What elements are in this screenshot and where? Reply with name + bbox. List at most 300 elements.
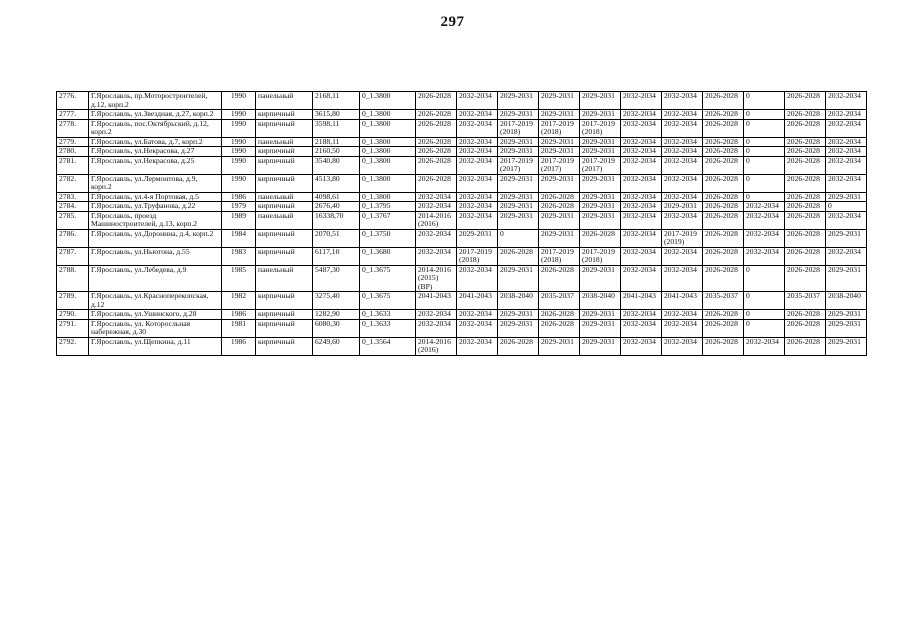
term-col-5-cell: 2029-2031 (580, 137, 621, 147)
term-col-2-cell: 2032-2034 (457, 137, 498, 147)
address-cell: Г.Ярославль, ул.Труфанова, д.22 (89, 202, 222, 212)
term-col-6-cell: 2032-2034 (621, 337, 662, 355)
wall-material-cell: кирпичный (256, 337, 313, 355)
term-col-1-cell: 2032-2034 (416, 319, 457, 337)
year-built-cell: 1990 (222, 137, 256, 147)
term-col-10-cell: 2026-2028 (785, 137, 826, 147)
address-cell: Г.Ярославль, ул.Щепкина, д.11 (89, 337, 222, 355)
row-number-cell: 2786. (57, 229, 89, 247)
priority-code-cell: 0_1.3750 (360, 229, 416, 247)
wall-material-cell: панельный (256, 92, 313, 110)
term-col-8-cell: 2026-2028 (703, 211, 744, 229)
term-col-10-cell: 2026-2028 (785, 119, 826, 137)
term-col-3-cell: 2017-2019 (2018) (498, 119, 539, 137)
term-col-2-cell: 2032-2034 (457, 110, 498, 120)
term-col-6-cell: 2032-2034 (621, 110, 662, 120)
term-col-2-cell: 2032-2034 (457, 156, 498, 174)
term-col-11-cell: 2029-2031 (826, 229, 867, 247)
term-col-7-cell: 2041-2043 (662, 292, 703, 310)
term-col-10-cell: 2026-2028 (785, 337, 826, 355)
table-row (57, 211, 867, 229)
year-built-cell: 1985 (222, 265, 256, 292)
address-cell: Г.Ярославль, ул.4-я Портовая, д.5 (89, 192, 222, 202)
total-area-cell: 4098,61 (313, 192, 360, 202)
term-col-8-cell: 2026-2028 (703, 229, 744, 247)
total-area-cell: 3615,80 (313, 110, 360, 120)
term-col-6-cell: 2032-2034 (621, 247, 662, 265)
term-col-3-cell: 2026-2028 (498, 247, 539, 265)
term-col-4-cell: 2035-2037 (539, 292, 580, 310)
address-cell: Г.Ярославль, ул. Которосльная набережная, д.30 (89, 319, 222, 337)
row-number-cell: 2779. (57, 137, 89, 147)
priority-code-cell: 0_1.3800 (360, 147, 416, 157)
year-built-cell: 1986 (222, 337, 256, 355)
term-col-1-cell: 2026-2028 (416, 147, 457, 157)
wall-material-cell: кирпичный (256, 147, 313, 157)
term-col-8-cell: 2026-2028 (703, 202, 744, 212)
term-col-9-cell: 0 (744, 156, 785, 174)
term-col-8-cell: 2026-2028 (703, 247, 744, 265)
term-col-1-cell: 2014-2016 (2016) (416, 337, 457, 355)
term-col-4-cell: 2029-2031 (539, 110, 580, 120)
term-col-3-cell: 2029-2031 (498, 319, 539, 337)
term-col-6-cell: 2032-2034 (621, 137, 662, 147)
wall-material-cell: панельный (256, 192, 313, 202)
term-col-11-cell: 2032-2034 (826, 156, 867, 174)
term-col-10-cell: 2026-2028 (785, 265, 826, 292)
table-row (57, 247, 867, 265)
term-col-3-cell: 2029-2031 (498, 174, 539, 192)
term-col-1-cell: 2026-2028 (416, 137, 457, 147)
housing-register-table (56, 91, 867, 356)
address-cell: Г.Ярославль, ул.Ньютона, д.55 (89, 247, 222, 265)
total-area-cell: 2160,50 (313, 147, 360, 157)
term-col-5-cell: 2029-2031 (580, 92, 621, 110)
term-col-11-cell: 2029-2031 (826, 265, 867, 292)
priority-code-cell: 0_1.3800 (360, 92, 416, 110)
term-col-11-cell: 2032-2034 (826, 174, 867, 192)
row-number-cell: 2777. (57, 110, 89, 120)
priority-code-cell: 0_1.3633 (360, 310, 416, 320)
term-col-4-cell: 2026-2028 (539, 192, 580, 202)
term-col-11-cell: 2032-2034 (826, 119, 867, 137)
term-col-10-cell: 2026-2028 (785, 211, 826, 229)
priority-code-cell: 0_1.3680 (360, 247, 416, 265)
table-row (57, 310, 867, 320)
term-col-11-cell: 2029-2031 (826, 319, 867, 337)
term-col-7-cell: 2032-2034 (662, 110, 703, 120)
term-col-8-cell: 2026-2028 (703, 174, 744, 192)
wall-material-cell: кирпичный (256, 202, 313, 212)
term-col-1-cell: 2014-2016 (2016) (416, 211, 457, 229)
term-col-1-cell: 2026-2028 (416, 110, 457, 120)
address-cell: Г.Ярославль, ул.Некрасова, д.27 (89, 147, 222, 157)
row-number-cell: 2792. (57, 337, 89, 355)
term-col-8-cell: 2026-2028 (703, 147, 744, 157)
wall-material-cell: панельный (256, 137, 313, 147)
term-col-8-cell: 2026-2028 (703, 92, 744, 110)
term-col-3-cell: 2029-2031 (498, 265, 539, 292)
total-area-cell: 3540,80 (313, 156, 360, 174)
year-built-cell: 1989 (222, 211, 256, 229)
term-col-4-cell: 2029-2031 (539, 211, 580, 229)
term-col-1-cell: 2026-2028 (416, 174, 457, 192)
term-col-7-cell: 2017-2019 (2019) (662, 229, 703, 247)
term-col-7-cell: 2032-2034 (662, 337, 703, 355)
term-col-4-cell: 2017-2019 (2018) (539, 247, 580, 265)
term-col-5-cell: 2017-2019 (2018) (580, 247, 621, 265)
term-col-7-cell: 2032-2034 (662, 92, 703, 110)
row-number-cell: 2780. (57, 147, 89, 157)
term-col-2-cell: 2029-2031 (457, 229, 498, 247)
total-area-cell: 6117,10 (313, 247, 360, 265)
term-col-2-cell: 2032-2034 (457, 147, 498, 157)
address-cell: Г.Ярославль, пр.Моторостроителей, д.12, корп.2 (89, 92, 222, 110)
term-col-7-cell: 2032-2034 (662, 319, 703, 337)
term-col-3-cell: 2029-2031 (498, 147, 539, 157)
term-col-6-cell: 2032-2034 (621, 92, 662, 110)
total-area-cell: 3598,11 (313, 119, 360, 137)
term-col-4-cell: 2026-2028 (539, 319, 580, 337)
wall-material-cell: кирпичный (256, 229, 313, 247)
term-col-9-cell: 0 (744, 319, 785, 337)
term-col-4-cell: 2029-2031 (539, 137, 580, 147)
term-col-6-cell: 2032-2034 (621, 229, 662, 247)
term-col-6-cell: 2032-2034 (621, 192, 662, 202)
term-col-2-cell: 2032-2034 (457, 310, 498, 320)
total-area-cell: 2168,11 (313, 92, 360, 110)
term-col-4-cell: 2029-2031 (539, 147, 580, 157)
term-col-11-cell: 2029-2031 (826, 192, 867, 202)
priority-code-cell: 0_1.3633 (360, 319, 416, 337)
term-col-4-cell: 2026-2028 (539, 265, 580, 292)
term-col-3-cell: 2029-2031 (498, 211, 539, 229)
wall-material-cell: кирпичный (256, 110, 313, 120)
term-col-11-cell: 2029-2031 (826, 310, 867, 320)
priority-code-cell: 0_1.3800 (360, 119, 416, 137)
term-col-7-cell: 2032-2034 (662, 192, 703, 202)
term-col-2-cell: 2032-2034 (457, 119, 498, 137)
wall-material-cell: кирпичный (256, 247, 313, 265)
term-col-1-cell: 2026-2028 (416, 156, 457, 174)
address-cell: Г.Ярославль, ул.Некрасова, д.25 (89, 156, 222, 174)
term-col-4-cell: 2029-2031 (539, 174, 580, 192)
term-col-1-cell: 2014-2016 (2015) (ВР) (416, 265, 457, 292)
table-row (57, 337, 867, 355)
term-col-11-cell: 0 (826, 202, 867, 212)
term-col-5-cell: 2038-2040 (580, 292, 621, 310)
term-col-5-cell: 2029-2031 (580, 147, 621, 157)
term-col-10-cell: 2026-2028 (785, 192, 826, 202)
term-col-5-cell: 2029-2031 (580, 211, 621, 229)
term-col-8-cell: 2026-2028 (703, 137, 744, 147)
term-col-2-cell: 2032-2034 (457, 211, 498, 229)
term-col-4-cell: 2017-2019 (2018) (539, 119, 580, 137)
term-col-3-cell: 2029-2031 (498, 92, 539, 110)
row-number-cell: 2784. (57, 202, 89, 212)
wall-material-cell: кирпичный (256, 292, 313, 310)
term-col-9-cell: 0 (744, 147, 785, 157)
term-col-9-cell: 2032-2034 (744, 202, 785, 212)
term-col-8-cell: 2026-2028 (703, 319, 744, 337)
total-area-cell: 2676,40 (313, 202, 360, 212)
term-col-11-cell: 2032-2034 (826, 147, 867, 157)
wall-material-cell: панельный (256, 211, 313, 229)
term-col-11-cell: 2032-2034 (826, 92, 867, 110)
year-built-cell: 1984 (222, 229, 256, 247)
priority-code-cell: 0_1.3800 (360, 110, 416, 120)
year-built-cell: 1983 (222, 247, 256, 265)
term-col-7-cell: 2032-2034 (662, 137, 703, 147)
year-built-cell: 1982 (222, 292, 256, 310)
row-number-cell: 2776. (57, 92, 89, 110)
table-row (57, 292, 867, 310)
term-col-10-cell: 2035-2037 (785, 292, 826, 310)
total-area-cell: 2070,51 (313, 229, 360, 247)
term-col-7-cell: 2032-2034 (662, 119, 703, 137)
table-row (57, 156, 867, 174)
term-col-3-cell: 2029-2031 (498, 192, 539, 202)
term-col-1-cell: 2026-2028 (416, 119, 457, 137)
term-col-9-cell: 0 (744, 292, 785, 310)
table-row (57, 137, 867, 147)
term-col-3-cell: 2038-2040 (498, 292, 539, 310)
term-col-9-cell: 0 (744, 119, 785, 137)
term-col-10-cell: 2026-2028 (785, 202, 826, 212)
table-row (57, 265, 867, 292)
term-col-6-cell: 2032-2034 (621, 319, 662, 337)
term-col-9-cell: 2032-2034 (744, 211, 785, 229)
row-number-cell: 2790. (57, 310, 89, 320)
wall-material-cell: кирпичный (256, 319, 313, 337)
term-col-11-cell: 2032-2034 (826, 110, 867, 120)
total-area-cell: 4513,80 (313, 174, 360, 192)
term-col-10-cell: 2026-2028 (785, 147, 826, 157)
year-built-cell: 1981 (222, 319, 256, 337)
year-built-cell: 1990 (222, 119, 256, 137)
priority-code-cell: 0_1.3800 (360, 192, 416, 202)
address-cell: Г.Ярославль, ул.Доронина, д.4, корп.2 (89, 229, 222, 247)
term-col-5-cell: 2029-2031 (580, 310, 621, 320)
wall-material-cell: кирпичный (256, 119, 313, 137)
year-built-cell: 1990 (222, 110, 256, 120)
term-col-1-cell: 2032-2034 (416, 247, 457, 265)
term-col-6-cell: 2032-2034 (621, 211, 662, 229)
term-col-8-cell: 2026-2028 (703, 265, 744, 292)
term-col-4-cell: 2029-2031 (539, 337, 580, 355)
term-col-6-cell: 2032-2034 (621, 310, 662, 320)
term-col-7-cell: 2032-2034 (662, 247, 703, 265)
term-col-10-cell: 2026-2028 (785, 310, 826, 320)
table-row (57, 92, 867, 110)
row-number-cell: 2781. (57, 156, 89, 174)
term-col-8-cell: 2026-2028 (703, 110, 744, 120)
term-col-10-cell: 2026-2028 (785, 319, 826, 337)
table-row (57, 147, 867, 157)
address-cell: Г.Ярославль, проезд Машиностроителей, д.13, корп.2 (89, 211, 222, 229)
term-col-6-cell: 2032-2034 (621, 174, 662, 192)
term-col-5-cell: 2029-2031 (580, 192, 621, 202)
priority-code-cell: 0_1.3767 (360, 211, 416, 229)
term-col-11-cell: 2032-2034 (826, 247, 867, 265)
priority-code-cell: 0_1.3800 (360, 156, 416, 174)
term-col-5-cell: 2026-2028 (580, 229, 621, 247)
term-col-10-cell: 2026-2028 (785, 174, 826, 192)
wall-material-cell: панельный (256, 265, 313, 292)
term-col-10-cell: 2026-2028 (785, 92, 826, 110)
term-col-6-cell: 2032-2034 (621, 202, 662, 212)
row-number-cell: 2788. (57, 265, 89, 292)
priority-code-cell: 0_1.3800 (360, 137, 416, 147)
term-col-7-cell: 2032-2034 (662, 147, 703, 157)
term-col-5-cell: 2029-2031 (580, 319, 621, 337)
term-col-10-cell: 2026-2028 (785, 247, 826, 265)
term-col-2-cell: 2032-2034 (457, 319, 498, 337)
term-col-8-cell: 2026-2028 (703, 156, 744, 174)
term-col-11-cell: 2038-2040 (826, 292, 867, 310)
term-col-4-cell: 2017-2019 (2017) (539, 156, 580, 174)
term-col-2-cell: 2032-2034 (457, 192, 498, 202)
table-row (57, 319, 867, 337)
term-col-2-cell: 2032-2034 (457, 202, 498, 212)
row-number-cell: 2787. (57, 247, 89, 265)
term-col-6-cell: 2032-2034 (621, 156, 662, 174)
term-col-9-cell: 2032-2034 (744, 229, 785, 247)
term-col-1-cell: 2032-2034 (416, 229, 457, 247)
term-col-6-cell: 2032-2034 (621, 119, 662, 137)
term-col-7-cell: 2032-2034 (662, 211, 703, 229)
term-col-10-cell: 2026-2028 (785, 156, 826, 174)
term-col-8-cell: 2035-2037 (703, 292, 744, 310)
term-col-2-cell: 2032-2034 (457, 174, 498, 192)
priority-code-cell: 0_1.3795 (360, 202, 416, 212)
priority-code-cell: 0_1.3800 (360, 174, 416, 192)
term-col-10-cell: 2026-2028 (785, 110, 826, 120)
year-built-cell: 1990 (222, 156, 256, 174)
term-col-5-cell: 2029-2031 (580, 265, 621, 292)
term-col-7-cell: 2029-2031 (662, 202, 703, 212)
term-col-3-cell: 2029-2031 (498, 110, 539, 120)
term-col-6-cell: 2041-2043 (621, 292, 662, 310)
term-col-11-cell: 2032-2034 (826, 137, 867, 147)
year-built-cell: 1986 (222, 192, 256, 202)
table-row (57, 110, 867, 120)
total-area-cell: 5487,30 (313, 265, 360, 292)
term-col-9-cell: 0 (744, 174, 785, 192)
term-col-7-cell: 2032-2034 (662, 156, 703, 174)
year-built-cell: 1990 (222, 147, 256, 157)
term-col-9-cell: 2032-2034 (744, 247, 785, 265)
term-col-2-cell: 2032-2034 (457, 337, 498, 355)
total-area-cell: 16338,70 (313, 211, 360, 229)
term-col-3-cell: 2029-2031 (498, 310, 539, 320)
total-area-cell: 6080,30 (313, 319, 360, 337)
term-col-3-cell: 2017-2019 (2017) (498, 156, 539, 174)
term-col-7-cell: 2032-2034 (662, 174, 703, 192)
term-col-11-cell: 2029-2031 (826, 337, 867, 355)
term-col-5-cell: 2029-2031 (580, 202, 621, 212)
term-col-1-cell: 2041-2043 (416, 292, 457, 310)
term-col-6-cell: 2032-2034 (621, 265, 662, 292)
term-col-8-cell: 2026-2028 (703, 337, 744, 355)
term-col-1-cell: 2032-2034 (416, 202, 457, 212)
term-col-5-cell: 2029-2031 (580, 337, 621, 355)
row-number-cell: 2783. (57, 192, 89, 202)
total-area-cell: 1282,90 (313, 310, 360, 320)
term-col-8-cell: 2026-2028 (703, 119, 744, 137)
term-col-9-cell: 0 (744, 192, 785, 202)
term-col-11-cell: 2032-2034 (826, 211, 867, 229)
address-cell: Г.Ярославль, ул.Звездная, д.27, корп.2 (89, 110, 222, 120)
table-row (57, 174, 867, 192)
term-col-9-cell: 0 (744, 110, 785, 120)
term-col-7-cell: 2032-2034 (662, 265, 703, 292)
priority-code-cell: 0_1.3564 (360, 337, 416, 355)
term-col-8-cell: 2026-2028 (703, 192, 744, 202)
term-col-10-cell: 2026-2028 (785, 229, 826, 247)
term-col-5-cell: 2017-2019 (2018) (580, 119, 621, 137)
term-col-5-cell: 2029-2031 (580, 174, 621, 192)
term-col-9-cell: 0 (744, 92, 785, 110)
table-row (57, 119, 867, 137)
address-cell: Г.Ярославль, ул.Ушинского, д.28 (89, 310, 222, 320)
term-col-7-cell: 2032-2034 (662, 310, 703, 320)
term-col-4-cell: 2029-2031 (539, 92, 580, 110)
term-col-1-cell: 2026-2028 (416, 92, 457, 110)
term-col-3-cell: 0 (498, 229, 539, 247)
row-number-cell: 2778. (57, 119, 89, 137)
address-cell: Г.Ярославль, ул.Батова, д.7, корп.2 (89, 137, 222, 147)
address-cell: Г.Ярославль, ул.Лебедева, д.9 (89, 265, 222, 292)
year-built-cell: 1979 (222, 202, 256, 212)
term-col-1-cell: 2032-2034 (416, 192, 457, 202)
term-col-3-cell: 2029-2031 (498, 137, 539, 147)
term-col-9-cell: 0 (744, 310, 785, 320)
year-built-cell: 1990 (222, 92, 256, 110)
term-col-2-cell: 2041-2043 (457, 292, 498, 310)
term-col-5-cell: 2017-2019 (2017) (580, 156, 621, 174)
term-col-6-cell: 2032-2034 (621, 147, 662, 157)
year-built-cell: 1990 (222, 174, 256, 192)
row-number-cell: 2785. (57, 211, 89, 229)
table-row (57, 192, 867, 202)
address-cell: Г.Ярославль, ул.Красноперекопская, д.12 (89, 292, 222, 310)
priority-code-cell: 0_1.3675 (360, 265, 416, 292)
term-col-2-cell: 2032-2034 (457, 92, 498, 110)
term-col-4-cell: 2026-2028 (539, 310, 580, 320)
term-col-2-cell: 2032-2034 (457, 265, 498, 292)
address-cell: Г.Ярославль, пос.Октябрьский, д.12, корп.2 (89, 119, 222, 137)
term-col-1-cell: 2032-2034 (416, 310, 457, 320)
year-built-cell: 1986 (222, 310, 256, 320)
term-col-5-cell: 2029-2031 (580, 110, 621, 120)
term-col-4-cell: 2026-2028 (539, 202, 580, 212)
term-col-8-cell: 2026-2028 (703, 310, 744, 320)
wall-material-cell: кирпичный (256, 156, 313, 174)
wall-material-cell: кирпичный (256, 310, 313, 320)
wall-material-cell: кирпичный (256, 174, 313, 192)
term-col-3-cell: 2026-2028 (498, 337, 539, 355)
term-col-9-cell: 2032-2034 (744, 337, 785, 355)
row-number-cell: 2789. (57, 292, 89, 310)
term-col-9-cell: 0 (744, 265, 785, 292)
total-area-cell: 6249,60 (313, 337, 360, 355)
row-number-cell: 2782. (57, 174, 89, 192)
table-row (57, 202, 867, 212)
term-col-3-cell: 2029-2031 (498, 202, 539, 212)
priority-code-cell: 0_1.3675 (360, 292, 416, 310)
total-area-cell: 3275,40 (313, 292, 360, 310)
